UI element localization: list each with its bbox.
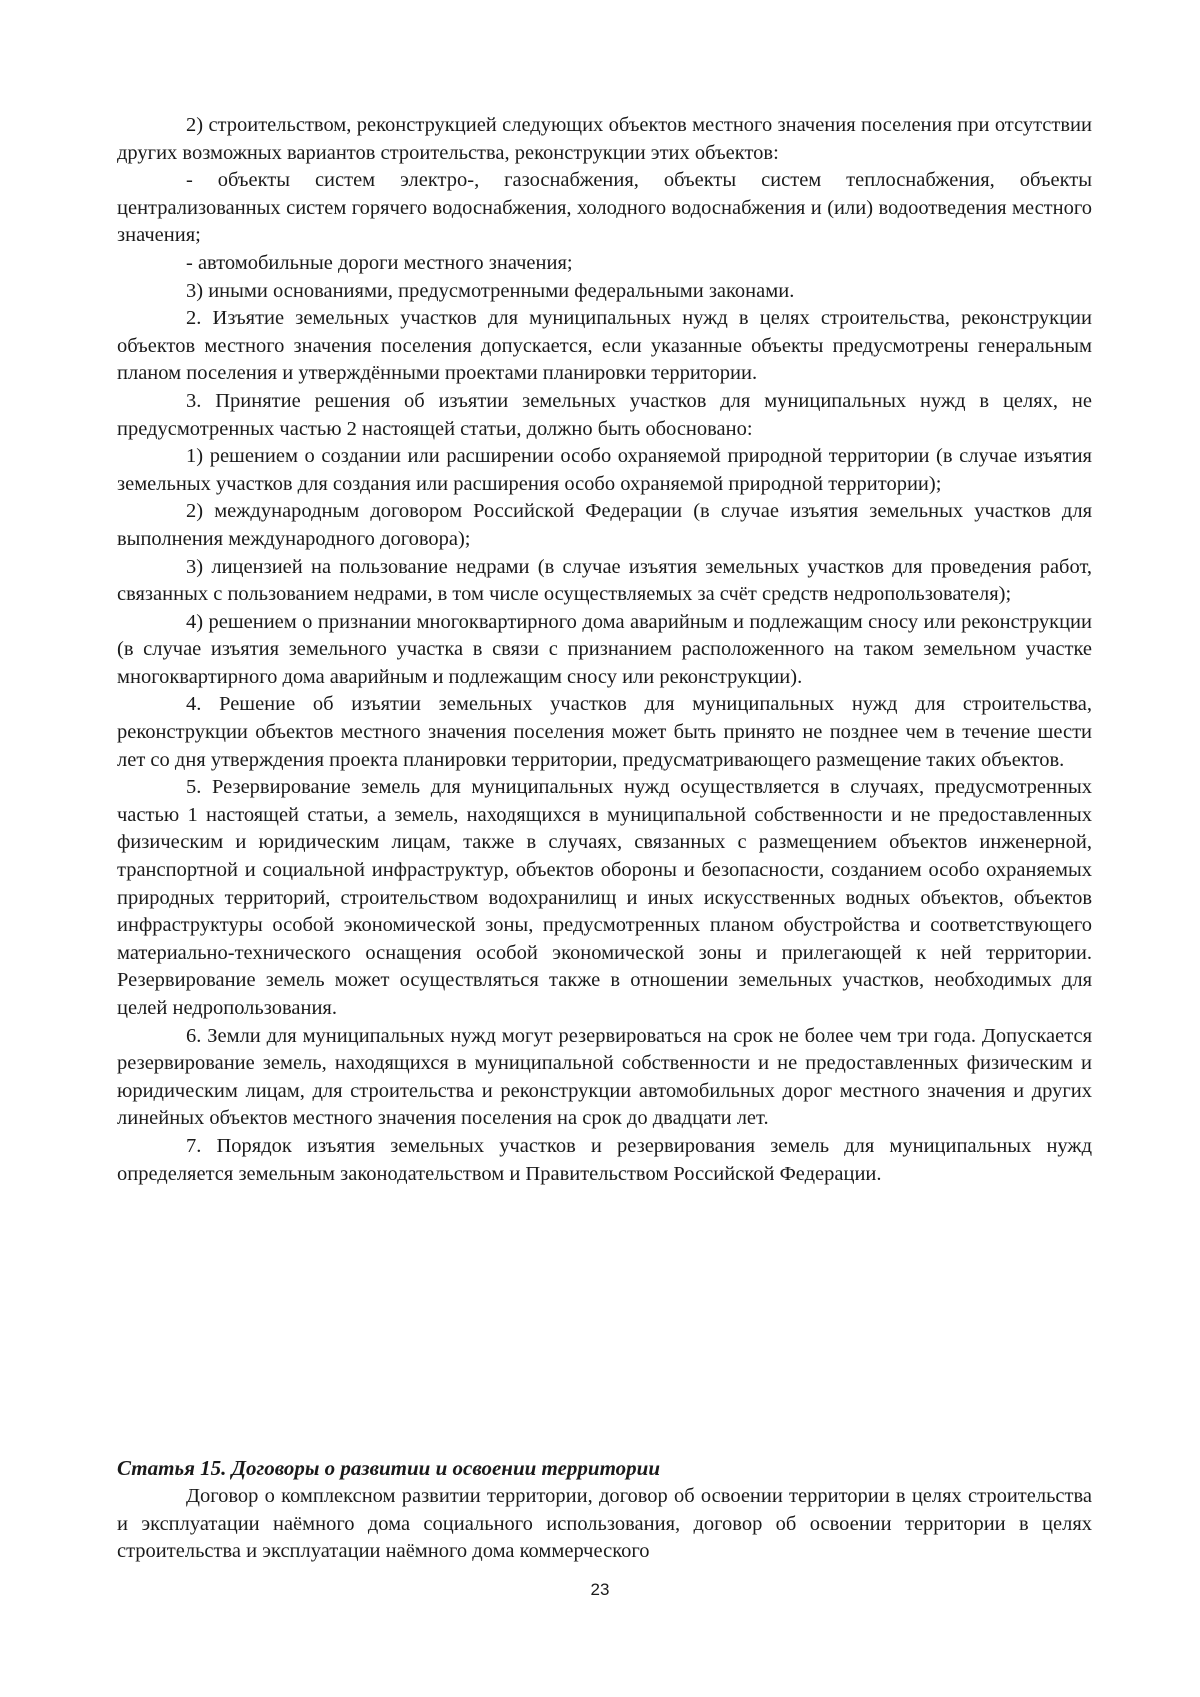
article-heading: Статья 15. Договоры о развитии и освоении территории <box>117 1456 661 1480</box>
document-body <box>117 112 1092 1188</box>
paragraph: 7. Порядок изъятия земельных участков и резервирования земель для муниципальных нужд определяется земельным законодательством и Правительством Российской Федерации. <box>117 1134 1092 1185</box>
paragraph: Договор о комплексном развитии территории, договор об освоении территории в целях строительства и эксплуатации наёмного дома социального использования, договор об освоении территории в целях строительства и эксплуатации наёмного дома коммерческого <box>117 1485 1092 1563</box>
page-number: 23 <box>590 1580 610 1599</box>
article-body <box>117 1483 1092 1566</box>
paragraph: 3. Принятие решения об изъятии земельных участков для муниципальных нужд в целях, не предусмотренных частью 2 настоящей статьи, должно быть обосновано: <box>117 389 1092 440</box>
paragraph: - объекты систем электро-, газоснабжения, объекты систем теплоснабжения, объекты централизованных систем горячего водоснабжения, холодного водоснабжения и (или) водоотведения местного значения; <box>117 169 1092 247</box>
paragraph: 6. Земли для муниципальных нужд могут резервироваться на срок не более чем три года. Допускается резервирование земель, находящихся в муниципальной собственности и не предоставленных физическим и юридическим лицам, для строительства и реконструкции автомобильных дорог местного значения и других линейных объектов местного значения поселения на срок до двадцати лет. <box>117 1024 1092 1130</box>
paragraph: 3) лицензией на пользование недрами (в случае изъятия земельных участков для проведения работ, связанных с пользованием недрами, в том числе осуществляемых за счёт средств недропользователя); <box>117 555 1092 606</box>
paragraph: 5. Резервирование земель для муниципальных нужд осуществляется в случаях, предусмотренных частью 1 настоящей статьи, а земель, находящихся в муниципальной собственности и не предоставленных физическим и юридическим лицам, также в случаях, связанных с размещением объектов инженерной, транспортной и социальной инфраструктур, объектов обороны и безопасности, созданием особо охраняемых природных территорий, строительством водохранилищ и иных искусственных водных объектов, объектов инфраструктуры особой экономической зоны, предусмотренных планом обустройства и соответствующего материально-технического оснащения особой экономической зоны и прилегающей к ней территории. Резервирование земель может осуществляться также в отношении земельных участков, необходимых для целей недропользования. <box>117 776 1092 1019</box>
paragraph: 3) иными основаниями, предусмотренными федеральными законами. <box>186 279 795 302</box>
paragraph: 4) решением о признании многоквартирного дома аварийным и подлежащим сносу или реконструкции (в случае изъятия земельного участка в связи с признанием расположенного на таком земельном участке многоквартирного дома аварийным и подлежащим сносу или реконструкции). <box>117 610 1092 688</box>
paragraph: 4. Решение об изъятии земельных участков для муниципальных нужд для строительства, реконструкции объектов местного значения поселения может быть принято не позднее чем в течение шести лет со дня утверждения проекта планировки территории, предусматривающего размещение таких объектов. <box>117 693 1092 771</box>
paragraph: 2) строительством, реконструкцией следующих объектов местного значения поселения при отсутствии других возможных вариантов строительства, реконструкции этих объектов: <box>117 114 1092 164</box>
paragraph: 1) решением о создании или расширении особо охраняемой природной территории (в случае изъятия земельных участков для создания или расширения особо охраняемой природной территории); <box>117 445 1092 495</box>
paragraph: 2) международным договором Российской Федерации (в случае изъятия земельных участков для выполнения международного договора); <box>117 500 1092 550</box>
paragraph: - автомобильные дороги местного значения; <box>186 251 573 274</box>
paragraph: 2. Изъятие земельных участков для муниципальных нужд в целях строительства, реконструкции объектов местного значения поселения допускается, если указанные объекты предусмотрены генеральным планом поселения и утверждёнными проектами планировки территории. <box>117 307 1092 385</box>
